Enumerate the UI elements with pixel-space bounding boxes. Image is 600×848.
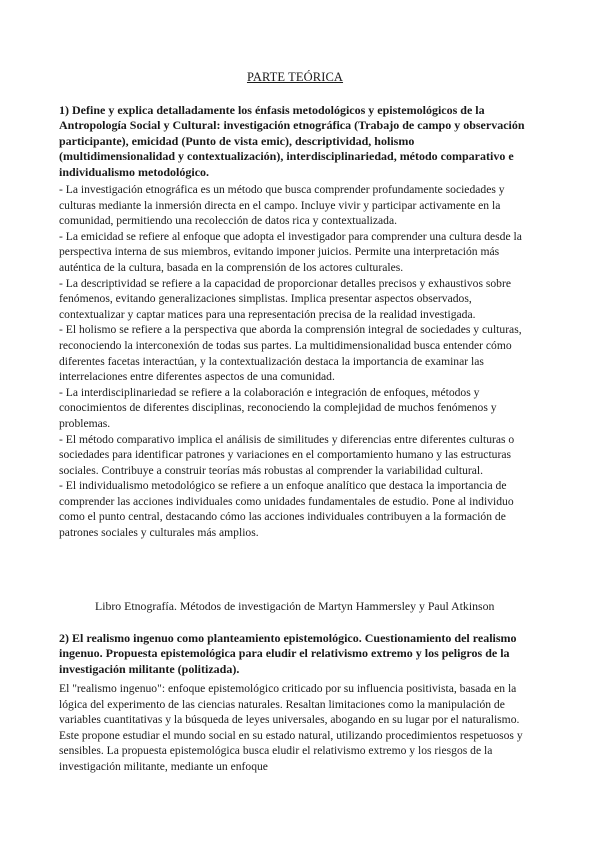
- answer-paragraph-emicity: - La emicidad se refiere al enfoque que adopta el investigador para comprender una cultura desde la perspectiva interna de sus miembros, evitando imponer juicios. Permite una interpretación más auténtica de la cultura, basada en la comprensión de los actores culturales.: [59, 229, 522, 274]
- answer-paragraph-ethnography: - La investigación etnográfica es un método que busca comprender profundamente sociedades y culturas mediante la inmersión directa en el campo. Incluye vivir y participar activamente en la comunidad, permitiendo una recolección de datos rica y contextualizada.: [59, 183, 505, 228]
- question-2-answer: El "realismo ingenuo": enfoque epistemológico criticado por su influencia positivista, basada en la lógica del experimento de las ciencias naturales. Resaltan limitaciones como la manipulación de variables cuantitativas y la búsqueda de leyes universales, abogando en su lugar por el naturalismo. Este propone estudiar el mundo social en su estado natural, utilizando procedimientos respetuosos y sensibles. La propuesta epistemológica busca eludir el relativismo extremo y los riesgos de la investigación militante, mediante un enfoque: [59, 682, 523, 773]
- question-1-heading: 1) Define y explica detalladamente los énfasis metodológicos y epistemológicos de la Antropología Social y Cultural: investigación etnográfica (Trabajo de campo y observación participante), emicidad (Punto de vista emic), descriptividad, holismo (multidimensionalidad y contextualización), interdisciplinariedad, método comparativo e individualismo metodológico.: [59, 103, 525, 179]
- section-title: PARTE TEÓRICA: [246, 70, 344, 84]
- answer-paragraph-descriptivity: - La descriptividad se refiere a la capacidad de proporcionar detalles precisos y exhaustivos sobre fenómenos, evitando generalizaciones simplistas. Implica presentar aspectos observados, contextualizar y captar matices para una representación precisa de la realidad investigada.: [59, 276, 511, 321]
- question-2-heading: 2) El realismo ingenuo como planteamiento epistemológico. Cuestionamiento del realismo ingenuo. Propuesta epistemológica para eludir el relativismo extremo y los peligros de la investigación militante (politizada).: [59, 631, 517, 676]
- answer-paragraph-holism: - El holismo se refiere a la perspectiva que aborda la comprensión integral de sociedades y culturas, reconociendo la interconexión de todas sus partes. La multidimensionalidad busca entender cómo diferentes facetas interactúan, y la contextualización destaca la importancia de examinar las interrelaciones entre diferentes aspectos de una comunidad.: [59, 323, 522, 384]
- answer-paragraph-methodological-individualism: - El individualismo metodológico se refiere a un enfoque analítico que destaca la importancia de comprender las acciones individuales como unidades fundamentales de estudio. Pone al individuo como el punto central, destacando cómo las acciones individuales contribuyen a la formación de patrones sociales y culturales más amplios.: [59, 479, 514, 540]
- answer-paragraph-comparative-method: - El método comparativo implica el análisis de similitudes y diferencias entre diferentes culturas o sociedades para identificar patrones y variaciones en el comportamiento humano y las estructuras sociales. Contribuye a construir teorías más robustas al comprender la variabilidad cultural.: [59, 432, 515, 477]
- answer-paragraph-interdisciplinarity: - La interdisciplinariedad se refiere a la colaboración e integración de enfoques, métodos y conocimientos de diferentes disciplinas, reconociendo la complejidad de muchos fenómenos y problemas.: [59, 385, 497, 430]
- source-reference: Libro Etnografía. Métodos de investigación de Martyn Hammersley y Paul Atkinson: [95, 599, 495, 613]
- question-1-answer: [59, 182, 531, 541]
